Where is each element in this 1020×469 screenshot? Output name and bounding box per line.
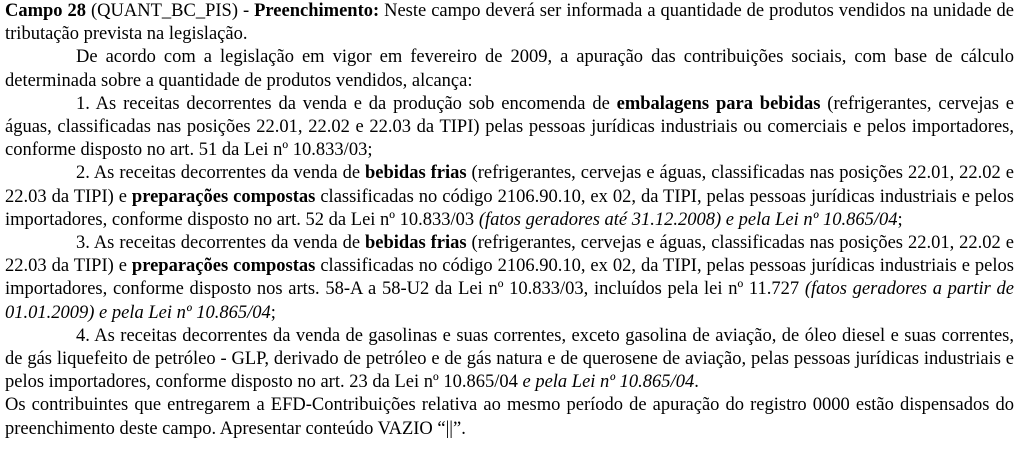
- fill-label: Preenchimento:: [254, 1, 380, 21]
- legislation-intro-text: De acordo com a legislação em vigor em fevereiro de 2009, a apuração das contribuições sociais, com base de cálculo determinada sobre a quantidade de produtos vendidos, alcança:: [5, 47, 1014, 91]
- item3-text-2: (refrigerantes, cervejas e águas, classificadas nas posições 22.01, 22.02 e 22.03 da TIPI) e: [5, 233, 1014, 277]
- list-item-3: [5, 232, 1014, 325]
- item2-bold-2: preparações compostas: [131, 186, 316, 207]
- item2-bold-1: bebidas frias: [365, 163, 467, 184]
- item3-text-1: 3. As receitas decorrentes da venda de: [76, 233, 365, 254]
- field-code: (QUANT_BC_PIS) -: [86, 1, 255, 21]
- field-number: Campo 28: [5, 1, 87, 21]
- item3-text-3: classificadas no código 2106.90.10, ex 02, da TIPI, pelas pessoas jurídicas industriais e pelos importadores, conforme disposto nos arts. 58-A a 58-U2 da Lei nº 10.833/03, incluídos pela lei nº 11.727: [5, 256, 1014, 300]
- item2-text-4: ;: [897, 209, 903, 230]
- item1-text-2: (refrigerantes, cervejas e águas, classificadas nas posições 22.01, 22.02 e 22.03 da TIPI) pelas pessoas jurídicas industriais ou comerciais e pelos importadores, conforme disposto no art. 51 da Lei nº 10.833/03;: [5, 93, 1014, 161]
- item4-text-2: .: [694, 372, 699, 393]
- field-description-paragraph: [5, 0, 1014, 46]
- item2-text-1: 2. As receitas decorrentes da venda de: [76, 163, 365, 184]
- final-note-paragraph: [5, 394, 1014, 440]
- list-item-2: [5, 162, 1014, 232]
- field-description-text: Neste campo deverá ser informada a quantidade de produtos vendidos na unidade de tributação prevista na legislação.: [5, 1, 1015, 45]
- item3-text-4: ;: [270, 302, 276, 323]
- list-item-4: [5, 325, 1014, 395]
- item4-italic-1: e pela Lei nº 10.865/04: [522, 372, 695, 393]
- item3-bold-2: preparações compostas: [131, 256, 316, 277]
- item1-text-1: 1. As receitas decorrentes da venda e da produção sob encomenda de: [76, 93, 617, 114]
- item2-text-3: classificadas no código 2106.90.10, ex 02, da TIPI, pelas pessoas jurídicas industriais e pelos importadores, conforme disposto no art. 52 da Lei nº 10.833/03: [5, 186, 1014, 230]
- item1-bold-1: embalagens para bebidas: [616, 93, 821, 114]
- list-item-1: [5, 93, 1014, 163]
- legislation-intro-paragraph: [5, 46, 1014, 92]
- item4-text-1: 4. As receitas decorrentes da venda de gasolinas e suas correntes, exceto gasolina de aviação, de óleo diesel e suas correntes, de gás liquefeito de petróleo - GLP, derivado de petróleo e de gás natura e de querosene de aviação, pelas pessoas jurídicas industriais e pelos importadores, conforme disposto no art. 23 da Lei nº 10.865/04: [5, 325, 1014, 393]
- final-note-text: Os contribuintes que entregarem a EFD-Contribuições relativa ao mesmo período de apuração do registro 0000 estão dispensados do preenchimento deste campo. Apresentar conteúdo VAZIO “||”.: [5, 395, 1014, 439]
- item2-italic-1: (fatos geradores até 31.12.2008) e pela Lei nº 10.865/04: [478, 209, 898, 230]
- item3-italic-1: (fatos geradores a partir de 01.01.2009) e pela Lei nº 10.865/04: [5, 279, 1014, 323]
- item2-text-2: (refrigerantes, cervejas e águas, classificadas nas posições 22.01, 22.02 e 22.03 da TIPI) e: [5, 163, 1014, 207]
- item3-bold-1: bebidas frias: [365, 233, 467, 254]
